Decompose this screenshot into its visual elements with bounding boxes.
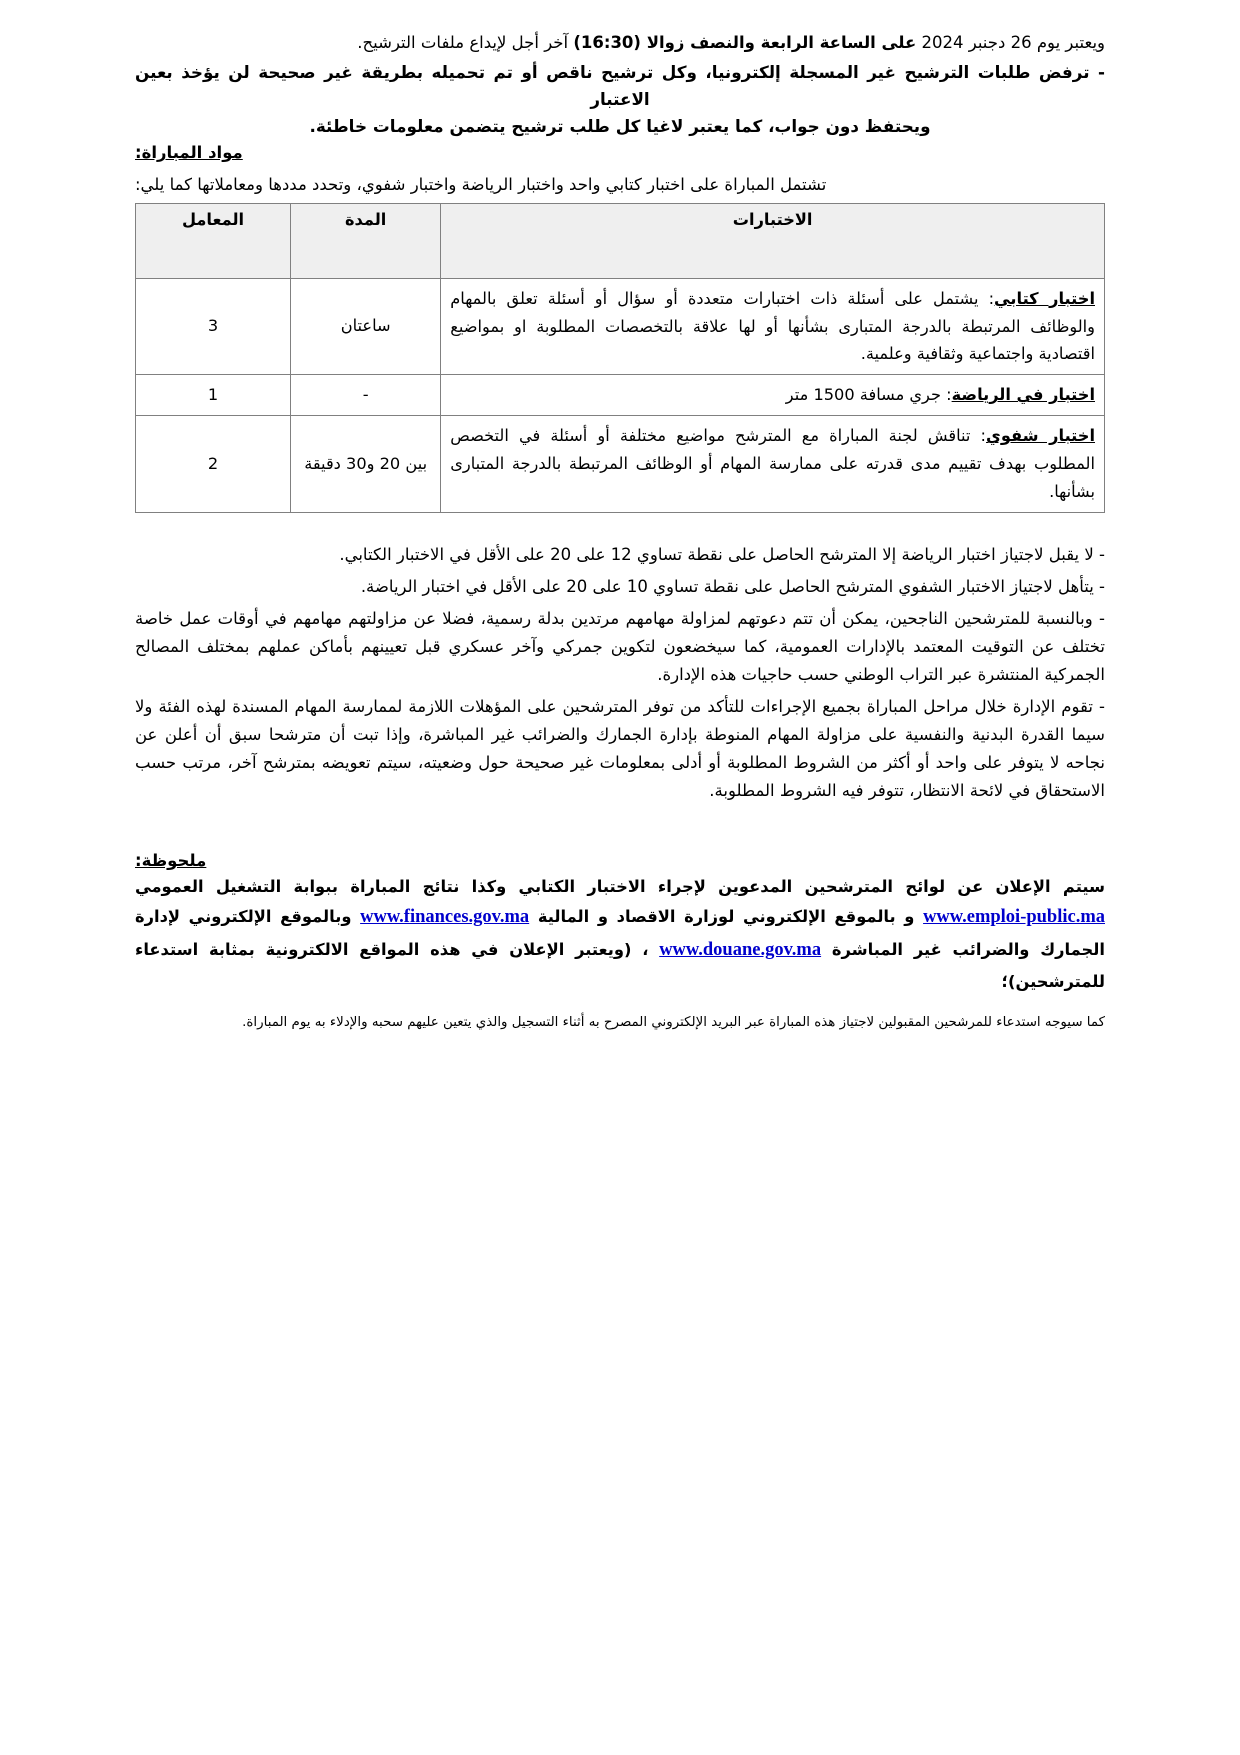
exam-text-sport: : جري مسافة 1500 متر [785,385,952,405]
exams-section-title: مواد المباراة: [135,143,243,163]
table-row [136,278,1105,375]
exam-duration-written: ساعتان [291,278,441,375]
condition-item-4: - تقوم الإدارة خلال مراحل المباراة بجميع الإجراءات للتأكد من توفر المترشحين على المؤهلات اللازمة لممارسة المهام المسندة لهذه الفئة ولا سيما القدرة البدنية والنفسية على مزاولة المهام المنوطة بإدارة الجمارك والضرائب غير المباشرة، وإذا تبت أن مترشحا سبق أن أعلن عن نجاحه لا يتوفر على واحد أو أكثر من الشروط المطلوبة أو أدلى بمعلومات غير صحيحة حول وضعيته، سيتم تعويضه بمترشح آخر، مرتب حسب الاستحقاق في لائحة الانتظار، تتوفر فيه الشروط المطلوبة. [135,696,1105,801]
note-text-part-1: سيتم الإعلان عن لوائح المترشحين المدعوين لإجراء الاختبار الكتابي وكذا نتائج المباراة ببوابة التشغيل العمومي [135,877,1105,897]
exams-table [135,203,1105,513]
link-finances-gov[interactable]: www.finances.gov.ma [360,907,530,928]
note-text-part-3: وبالموقع الإلكتروني لإدارة الجمارك والضرائب غير المباشرة [135,907,1105,960]
condition-item-2: - يتأهل لاجتياز الاختبار الشفوي المترشح الحاصل على نقطة تساوي 10 على 20 على الأقل في اختبار الرياضة. [360,576,1105,596]
condition-item-1: - لا يقبل لاجتياز اختبار الرياضة إلا المترشح الحاصل على نقطة تساوي 12 على 20 على الأقل في الاختبار الكتابي. [339,544,1105,564]
column-header-exams: الاختبارات [441,203,1105,278]
rejection-notice-line-2: ويحتفظ دون جواب، كما يعتبر لاغيا كل طلب ترشيح يتضمن معلومات خاطئة. [309,116,931,137]
column-header-duration: المدة [291,203,441,278]
note-text-part-2: و بالموقع الإلكتروني لوزارة الاقصاد و المالية [529,907,924,927]
deadline-suffix: آخر أجل لإيداع ملفات الترشيح. [357,33,574,52]
link-douane-gov[interactable]: www.douane.gov.ma [659,940,822,961]
note-paragraph [135,872,1105,996]
exam-duration-oral: بين 20 و30 دقيقة [291,416,441,513]
note-text-part-4: ، (ويعتبر الإعلان في هذه المواقع الالكترونية بمثابة استدعاء للمترشحين)؛ [135,940,1105,991]
table-row [136,375,1105,416]
rejection-notice [135,59,1105,141]
exam-description-oral [441,416,1105,513]
exam-coefficient-written: 3 [136,278,291,375]
rejection-notice-line-1: - ترفض طلبات الترشيح غير المسجلة إلكترونيا، وكل ترشيح ناقص أو تم تحميله بطريقة غير صحيحة لن يؤخذ بعين الاعتبار [135,61,1105,109]
column-header-coefficient: المعامل [136,203,291,278]
note-title: ملحوظة: [135,851,207,871]
link-emploi-public[interactable]: www.emploi-public.ma [923,907,1105,928]
deadline-time: على الساعة الرابعة والنصف زوالا (16:30) [573,33,917,52]
table-header-row [136,203,1105,278]
exam-label-oral: اختبار شفوي [986,426,1095,446]
exam-coefficient-sport: 1 [136,375,291,416]
deadline-paragraph [135,30,1105,57]
exam-text-oral: : تناقش لجنة المباراة مع المترشح مواضيع مختلفة أو أسئلة في التخصص المطلوب بهدف تقييم مدى قدرته على ممارسة المهام أو الوظائف المرتبطة بالدرجة المتبارى بشأنها. [450,426,1095,501]
exam-description-written [441,278,1105,375]
email-convocation-note: كما سيوجه استدعاء للمرشحين المقبولين لاجتياز هذه المباراة عبر البريد الإلكتروني المصرح به أثناء التسجيل والذي يتعين عليهم سحبه والإدلاء به يوم المباراة. [242,1015,1105,1030]
exam-label-written: اختبار كتابي [994,288,1095,308]
deadline-prefix: ويعتبر يوم 26 دجنبر 2024 [916,33,1105,52]
exam-description-sport [441,375,1105,416]
conditions-list [135,541,1105,805]
exam-text-written: : يشتمل على أسئلة ذات اختبارات متعددة أو سؤال أو أسئلة تعلق بالمهام والوظائف المرتبطة بالدرجة المتبارى بشأنها أو لها علاقة بالتخصصات المطلوبة او بمواضيع اقتصادية واجتماعية وثقافية وعلمية. [450,288,1095,364]
condition-item-3: - وبالنسبة للمترشحين الناجحين، يمكن أن تتم دعوتهم لمزاولة مهامهم مرتدين بدلة رسمية، فضلا عن مزاولتهم مهامهم في أوقات عمل خاصة تختلف عن التوقيت المعتمد بالإدارات العمومية، كما سيخضعون لتكوين جمركي وآخر عسكري قبل تعيينهم بأماكن عملهم بمختلف المصالح الجمركية المنتشرة عبر التراب الوطني حسب حاجيات هذه الإدارة. [135,608,1105,684]
exam-duration-sport: - [291,375,441,416]
table-row [136,416,1105,513]
exams-lead-text: تشتمل المباراة على اختبار كتابي واحد واختبار الرياضة واختبار شفوي، وتحدد مددها ومعاملاتها كما يلي: [135,175,827,195]
exam-coefficient-oral: 2 [136,416,291,513]
exam-label-sport: اختبار في الرياضة [951,385,1095,405]
